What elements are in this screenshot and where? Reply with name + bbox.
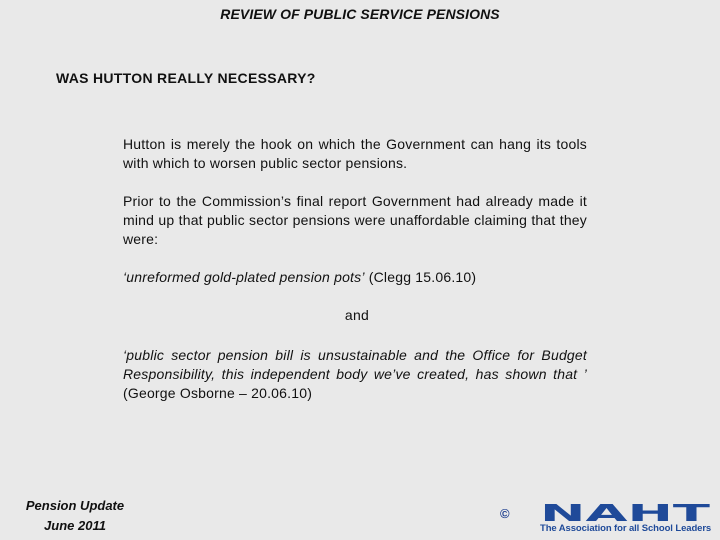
paragraph-hutton-hook: Hutton is merely the hook on which the Government can hang its tools with which to worsen public sector pensions. — [123, 136, 587, 171]
and-connector: and — [344, 307, 370, 323]
question-heading: WAS HUTTON REALLY NECESSARY? — [56, 70, 316, 86]
naht-logo — [538, 501, 712, 535]
naht-wordmark-text: NAHT — [540, 501, 711, 523]
quote-clegg-attribution: (Clegg 15.06.10) — [364, 269, 477, 285]
quote-osborne-attribution: (George Osborne – 20.06.10) — [123, 385, 313, 401]
quote-osborne — [123, 346, 587, 403]
footer-label-date: June 2011 — [44, 518, 106, 533]
paragraph-commission-report: Prior to the Commission’s final report Government had already made it mind up that public sector pensions were unaffordable claiming that they were: — [123, 193, 587, 247]
quote-clegg-text: ‘unreformed gold-plated pension pots’ — [123, 269, 365, 285]
naht-wordmark — [538, 501, 712, 523]
footer-label — [14, 496, 136, 536]
quote-osborne-text: ‘public sector pension bill is unsustainable and the Office for Budget Responsibility, this independent body we’ve created, has shown that ’ — [123, 347, 587, 382]
naht-tagline: The Association for all School Leaders — [540, 523, 712, 534]
footer-label-title: Pension Update — [25, 498, 125, 513]
slide-title: REVIEW OF PUBLIC SERVICE PENSIONS — [220, 6, 500, 22]
copyright-symbol: © — [500, 506, 510, 521]
quote-clegg — [123, 268, 587, 287]
